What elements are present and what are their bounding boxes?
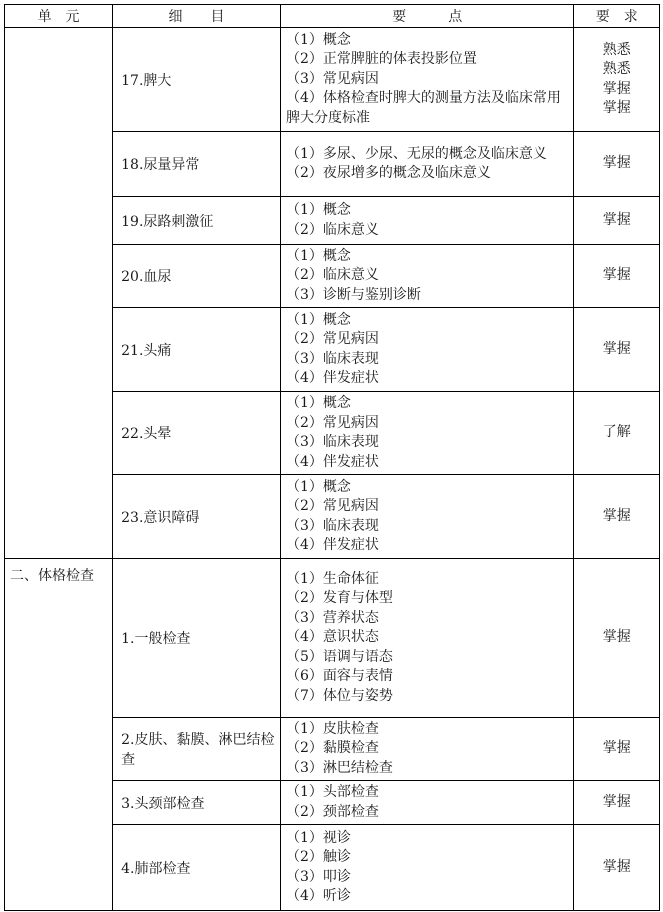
point-item: （2）临床意义 bbox=[285, 267, 379, 284]
point-item: （1）视诊 bbox=[285, 829, 351, 846]
requirement-cell: 掌握 bbox=[574, 245, 660, 308]
points-cell bbox=[280, 559, 574, 718]
point-item: （4）听诊 bbox=[285, 888, 351, 904]
header-unit: 单 元 bbox=[5, 5, 113, 28]
point-item: （1）概念 bbox=[285, 311, 351, 328]
header-points: 要 点 bbox=[280, 5, 574, 28]
requirement-cell: 掌握 bbox=[574, 559, 660, 718]
unit-cell: 二、体格检查 bbox=[5, 559, 113, 911]
point-item: （3）临床表现 bbox=[285, 517, 379, 534]
points-cell bbox=[280, 132, 574, 197]
requirement-cell: 掌握 bbox=[574, 825, 660, 911]
point-item: （1）概念 bbox=[285, 202, 351, 218]
point-item: （3）叩诊 bbox=[285, 868, 351, 885]
detail-cell: 21.头痛 bbox=[113, 308, 281, 392]
requirement-cell: 了解 bbox=[574, 392, 660, 475]
detail-cell: 17.脾大 bbox=[113, 28, 281, 132]
point-item: （4）体格检查时脾大的测量方法及临床常用脾大分度标准 bbox=[285, 90, 561, 126]
point-item: （3）诊断与鉴别诊断 bbox=[285, 286, 421, 303]
table-row bbox=[5, 559, 660, 718]
detail-cell: 23.意识障碍 bbox=[113, 475, 281, 559]
points-cell bbox=[280, 781, 574, 825]
header-row bbox=[5, 5, 660, 28]
point-item: （2）常见病因 bbox=[285, 414, 379, 431]
point-item: （6）面容与表情 bbox=[285, 668, 393, 685]
point-item: （2）临床意义 bbox=[285, 221, 379, 238]
header-requirement: 要 求 bbox=[574, 5, 660, 28]
points-cell bbox=[280, 392, 574, 475]
point-item: （2）常见病因 bbox=[285, 331, 379, 347]
detail-cell: 18.尿量异常 bbox=[113, 132, 281, 197]
requirement-item: 熟悉 bbox=[602, 41, 631, 58]
point-item: （3）常见病因 bbox=[285, 70, 379, 87]
header-detail: 细 目 bbox=[113, 5, 281, 28]
requirement-cell bbox=[574, 28, 660, 132]
requirement-item: 掌握 bbox=[602, 80, 631, 97]
detail-cell: 4.肺部检查 bbox=[113, 825, 281, 911]
point-item: （7）体位与姿势 bbox=[285, 687, 393, 704]
point-item: （1）概念 bbox=[285, 31, 351, 48]
point-item: （1）多尿、少尿、无尿的概念及临床意义 bbox=[285, 145, 547, 162]
detail-cell: 19.尿路刺激征 bbox=[113, 197, 281, 245]
requirement-item: 掌握 bbox=[602, 100, 631, 116]
detail-cell: 20.血尿 bbox=[113, 245, 281, 308]
point-item: （2）黏膜检查 bbox=[285, 740, 379, 757]
detail-cell: 1.一般检查 bbox=[113, 559, 281, 718]
detail-cell: 3.头颈部检查 bbox=[113, 781, 281, 825]
point-item: （2）触诊 bbox=[285, 849, 351, 865]
unit-cell-empty bbox=[5, 28, 113, 559]
point-item: （2）发育与体型 bbox=[285, 590, 393, 607]
point-item: （2）常见病因 bbox=[285, 498, 379, 514]
point-item: （2）颈部检查 bbox=[285, 803, 379, 820]
detail-cell: 22.头晕 bbox=[113, 392, 281, 475]
point-item: （1）头部检查 bbox=[285, 784, 379, 800]
point-item: （3）临床表现 bbox=[285, 434, 379, 450]
points-cell bbox=[280, 28, 574, 132]
point-item: （5）语调与语态 bbox=[285, 648, 393, 665]
point-item: （2）正常脾脏的体表投影位置 bbox=[285, 51, 477, 68]
point-item: （4）意识状态 bbox=[285, 629, 379, 646]
point-item: （1）生命体征 bbox=[285, 570, 379, 587]
points-cell bbox=[280, 475, 574, 559]
point-item: （1）概念 bbox=[285, 247, 351, 264]
requirement-cell: 掌握 bbox=[574, 308, 660, 392]
requirement-cell: 掌握 bbox=[574, 475, 660, 559]
point-item: （1）概念 bbox=[285, 395, 351, 411]
table-row bbox=[5, 28, 660, 132]
requirement-cell: 掌握 bbox=[574, 718, 660, 781]
point-item: （3）淋巴结检查 bbox=[285, 759, 393, 776]
requirement-item: 熟悉 bbox=[602, 61, 631, 77]
requirement-cell: 掌握 bbox=[574, 132, 660, 197]
point-item: （2）夜尿增多的概念及临床意义 bbox=[285, 165, 491, 181]
point-item: （3）临床表现 bbox=[285, 350, 379, 367]
point-item: （1）皮肤检查 bbox=[285, 720, 379, 737]
point-item: （4）伴发症状 bbox=[285, 370, 379, 386]
point-item: （4）伴发症状 bbox=[285, 453, 379, 470]
point-item: （3）营养状态 bbox=[285, 609, 379, 626]
points-cell bbox=[280, 825, 574, 911]
point-item: （4）伴发症状 bbox=[285, 537, 379, 553]
requirement-cell: 掌握 bbox=[574, 197, 660, 245]
points-cell bbox=[280, 718, 574, 781]
requirement-cell: 掌握 bbox=[574, 781, 660, 825]
points-cell bbox=[280, 197, 574, 245]
syllabus-table bbox=[4, 4, 660, 911]
points-cell bbox=[280, 308, 574, 392]
detail-cell: 2.皮肤、黏膜、淋巴结检查 bbox=[113, 718, 281, 781]
point-item: （1）概念 bbox=[285, 478, 351, 495]
points-cell bbox=[280, 245, 574, 308]
